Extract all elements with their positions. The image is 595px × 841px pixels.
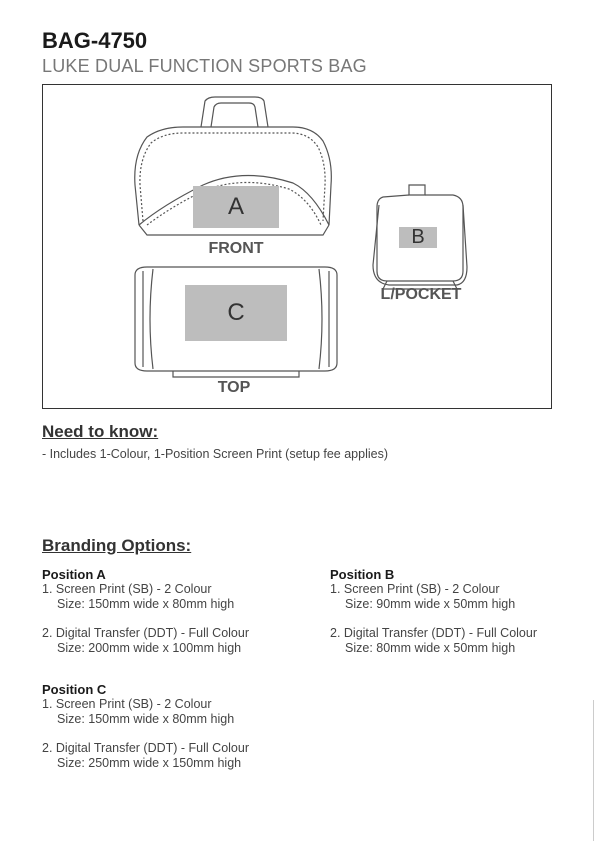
option-size: Size: 250mm wide x 150mm high	[57, 756, 242, 770]
position-title: Position C	[42, 682, 107, 697]
option-size: Size: 80mm wide x 50mm high	[345, 641, 516, 655]
option-size: Size: 150mm wide x 80mm high	[57, 712, 235, 726]
print-zone-b: B	[399, 227, 437, 248]
front-label: FRONT	[208, 240, 264, 257]
option-method: 2. Digital Transfer (DDT) - Full Colour	[330, 626, 537, 640]
print-zone-c: C	[185, 285, 287, 341]
branding-option	[330, 582, 537, 612]
bag-drawings	[43, 85, 553, 410]
print-zone-a: A	[193, 186, 279, 228]
need-to-know-heading: Need to know:	[42, 422, 159, 441]
branding-option	[42, 582, 249, 612]
position-b-block	[330, 567, 537, 656]
option-method: 1. Screen Print (SB) - 2 Colour	[42, 582, 212, 596]
position-a-block	[42, 567, 249, 656]
option-size: Size: 90mm wide x 50mm high	[345, 597, 516, 611]
branding-diagram	[42, 84, 552, 409]
need-to-know-item: - Includes 1-Colour, 1-Position Screen Print (setup fee applies)	[42, 447, 389, 461]
page-edge-line	[593, 700, 594, 841]
position-c-block	[42, 682, 249, 771]
branding-option	[42, 697, 249, 727]
position-title: Position B	[330, 567, 395, 582]
top-label: TOP	[217, 379, 251, 396]
product-code: BAG-4750	[42, 28, 148, 53]
option-method: 1. Screen Print (SB) - 2 Colour	[42, 697, 212, 711]
option-size: Size: 200mm wide x 100mm high	[57, 641, 242, 655]
option-method: 2. Digital Transfer (DDT) - Full Colour	[42, 741, 249, 755]
product-name: LUKE DUAL FUNCTION SPORTS BAG	[42, 56, 367, 76]
option-size: Size: 150mm wide x 80mm high	[57, 597, 235, 611]
position-title: Position A	[42, 567, 106, 582]
branding-option	[42, 626, 249, 656]
option-method: 1. Screen Print (SB) - 2 Colour	[330, 582, 500, 596]
branding-option	[330, 626, 537, 656]
branding-options-heading: Branding Options:	[42, 536, 192, 555]
pocket-label: L/POCKET	[380, 286, 462, 303]
option-method: 2. Digital Transfer (DDT) - Full Colour	[42, 626, 249, 640]
branding-option	[42, 741, 249, 771]
